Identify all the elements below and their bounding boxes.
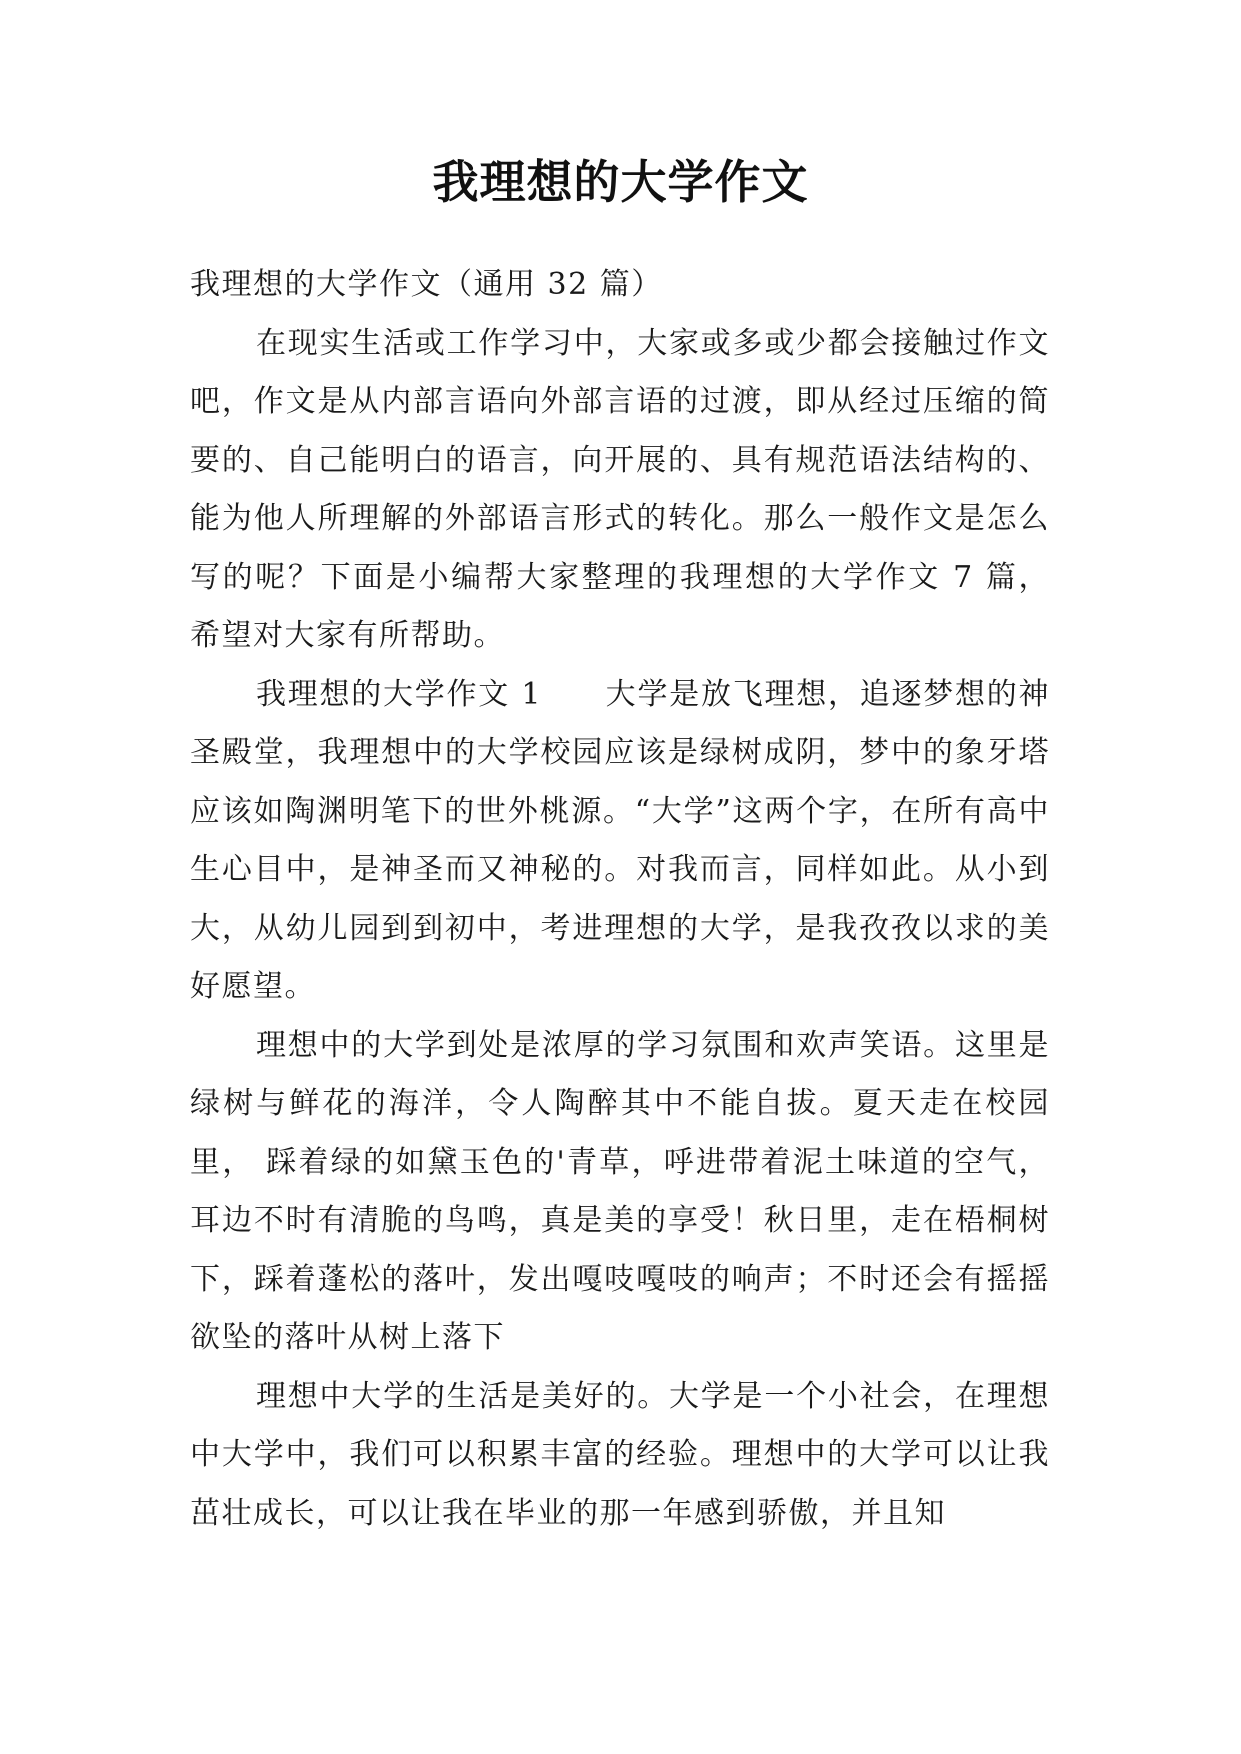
document-body — [190, 256, 1050, 1543]
paragraph-life: 理想中大学的生活是美好的。大学是一个小社会，在理想中大学中，我们可以积累丰富的经验。理想中的大学可以让我茁壮成长，可以让我在毕业的那一年感到骄傲，并且知 — [190, 1378, 1050, 1531]
document-title: 我理想的大学作文 — [432, 155, 809, 209]
document-subtitle: 我理想的大学作文（通用 32 篇） — [190, 267, 663, 302]
paragraph-campus: 理想中的大学到处是浓厚的学习氛围和欢声笑语。这里是绿树与鲜花的海洋，令人陶醉其中不能自拔。夏天走在校园里， 踩着绿的如黛玉色的'青草，呼进带着泥土味道的空气，耳边不时有清脆的鸟鸣，真是美的享受！秋日里，走在梧桐树下，踩着蓬松的落叶，发出嘎吱嘎吱的响声；不时还会有摇摇欲坠的落叶从树上落下 — [190, 1027, 1050, 1355]
paragraph-intro: 在现实生活或工作学习中，大家或多或少都会接触过作文吧，作文是从内部言语向外部言语的过渡，即从经过压缩的简要的、自己能明白的语言，向开展的、具有规范语法结构的、能为他人所理解的外部语言形式的转化。那么一般作文是怎么写的呢？下面是小编帮大家整理的我理想的大学作文 7 篇，希望对大家有所帮助。 — [190, 325, 1050, 653]
paragraph-essay-1: 我理想的大学作文 1 大学是放飞理想，追逐梦想的神圣殿堂，我理想中的大学校园应该是绿树成阴，梦中的象牙塔应该如陶渊明笔下的世外桃源。“大学”这两个字，在所有高中生心目中，是神圣而又神秘的。对我而言，同样如此。从小到大，从幼儿园到到初中，考进理想的大学，是我孜孜以求的美好愿望。 — [190, 676, 1050, 1004]
